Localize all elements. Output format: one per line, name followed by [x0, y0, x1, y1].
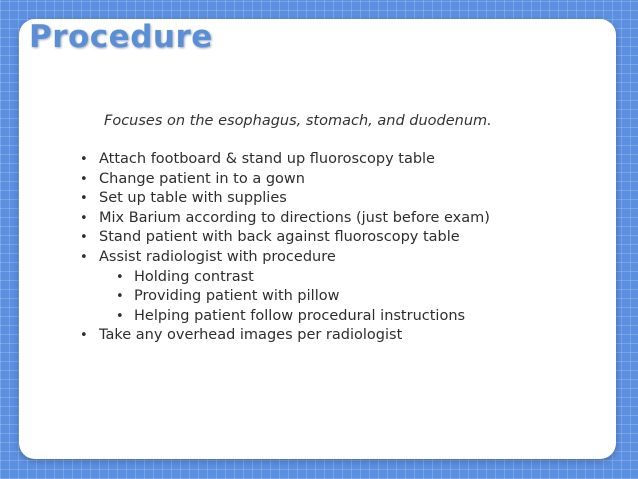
list-item — [78, 228, 490, 248]
list-item-text: Take any overhead images per radiologist — [99, 327, 403, 344]
sub-list-item — [78, 287, 490, 307]
list-item-text: Holding contrast — [134, 268, 254, 285]
list-item — [78, 209, 490, 229]
list-item — [78, 326, 490, 346]
slide-subtitle: Focuses on the esophagus, stomach, and duodenum. — [104, 113, 492, 129]
list-item-text: Assist radiologist with procedure — [99, 248, 336, 265]
list-item — [78, 248, 490, 268]
list-item-text: Mix Barium according to directions (just before exam) — [99, 209, 490, 226]
list-item — [78, 170, 490, 190]
bullet-icon: • — [80, 230, 88, 246]
sub-list-item — [78, 307, 490, 327]
bullet-icon: • — [80, 249, 88, 265]
bullet-icon: • — [80, 171, 88, 187]
bullet-icon: • — [80, 152, 88, 167]
slide-title: Procedure — [29, 19, 213, 55]
list-item — [78, 189, 490, 209]
bullet-icon: • — [80, 210, 88, 226]
list-item-text: Change patient in to a gown — [99, 170, 305, 187]
list-item-text: Helping patient follow procedural instructions — [134, 307, 466, 324]
list-item-text: Attach footboard & stand up fluoroscopy table — [99, 151, 435, 167]
bullet-icon: • — [80, 191, 88, 207]
list-item — [78, 150, 490, 170]
bullet-icon: • — [80, 328, 88, 344]
list-item-text: Stand patient with back against fluoroscopy table — [99, 229, 460, 246]
bullet-icon: • — [116, 308, 124, 324]
list-item-text: Set up table with supplies — [99, 190, 287, 207]
list-item-text: Providing patient with pillow — [134, 288, 340, 305]
bullet-list — [78, 150, 490, 346]
sub-list-item — [78, 268, 490, 288]
bullet-icon: • — [116, 289, 124, 305]
bullet-icon: • — [116, 269, 124, 285]
